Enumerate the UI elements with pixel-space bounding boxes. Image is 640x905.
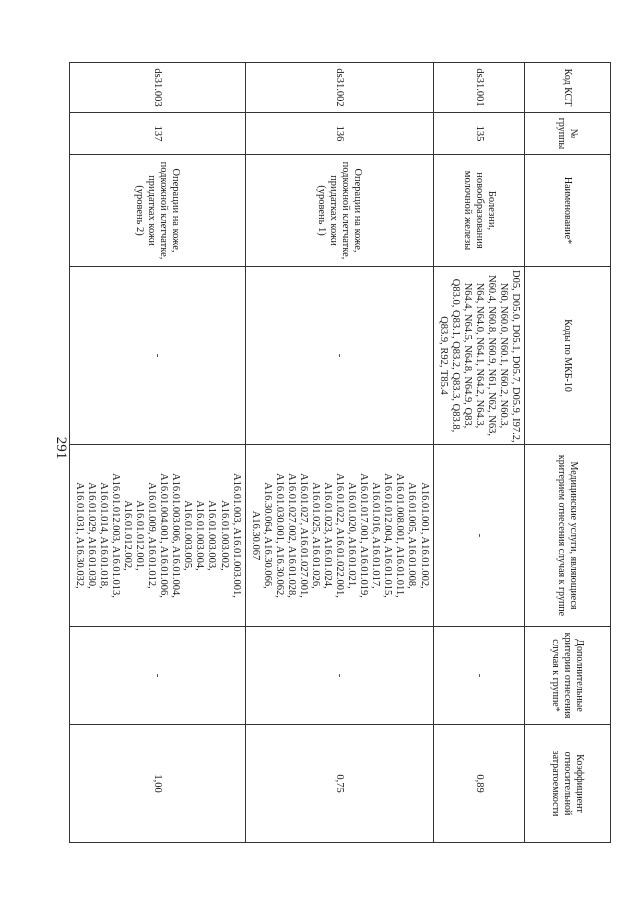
services-line: A16.01.003.006, A16.01.004, [170,473,182,598]
rotated-table-container [73,62,611,842]
services-line: A16.01.003.005, [182,500,194,571]
mkb-line: D05, D05.0, D05.1, D05.7, D05.9, I97.2, [510,270,521,443]
services-line: A16.01.029, A16.01.030, [85,482,97,589]
services-line: A16.01.027.002, A16.01.028, [285,473,297,598]
services-line: A16.01.014, A16.01.018, [97,482,109,589]
mkb-line: N64.4, N64.5, N64.8, N64.9, Q83, [461,282,473,429]
mkb-line: N64, N64.0, N64.1, N64.2, N64.3, [473,282,485,429]
cell-code: ds31.001 [433,63,524,113]
services-line: A16.01.003.003, [206,500,218,571]
page-number: 291 [53,436,69,460]
header-services: Медицинские услуги, являющиеся критерием отнесения случая к группе [525,445,611,627]
cell-coef: 0,75 [245,725,433,843]
cell-extra: - [433,627,524,725]
services-line: A16.01.003, A16.01.003.001, [230,473,242,598]
services-line: A16.30.067 [249,510,261,561]
services-line: A16.01.005, A16.01.008, [406,482,418,589]
cell-services [69,445,245,627]
services-line: A16.01.009, A16.01.012, [146,482,158,589]
cell-coef: 1,00 [69,725,245,843]
services-line: A16.01.003.004, [194,500,206,571]
services-line: A16.01.017.001, A16.01.019, [358,473,370,598]
table-row [433,63,524,843]
mkb-line: Q83.9, R92, T85.4 [437,316,449,395]
services-line: A16.01.025, A16.01.026, [310,482,321,589]
services-line: A16.01.020, A16.01.021, [346,482,358,589]
services-line: A16.01.012.004, A16.01.015, [382,473,394,598]
services-line: - [473,533,485,538]
cell-code: ds31.003 [69,63,245,113]
cell-code: ds31.002 [245,63,433,113]
services-line: A16.01.008.001, A16.01.011, [394,473,406,598]
services-line: A16.01.016, A16.01.017, [370,482,382,589]
cell-coef: 0,89 [433,725,524,843]
header-row [525,63,611,843]
rotated-table-frame [73,62,611,842]
header-extra: Дополнительные критерии отнесения случая к группе* [525,627,611,725]
services-line: A16.01.003.002, [218,500,230,571]
cell-group: 136 [245,113,433,155]
mkb-line: Q83.0, Q83.1, Q83.2, Q83.3, Q83.8, [449,278,461,433]
cell-name: Болезни, новообразования молочной железы [433,155,524,267]
services-line: A16.01.012.003, A16.01.013, [110,473,121,598]
header-name: Наименование* [525,155,611,267]
services-line: A16.30.064, A16.30.066, [261,482,273,589]
cell-extra: - [69,627,245,725]
cell-name: Операции на коже, подкожной клетчатке, придатках кожи (уровень 2) [69,155,245,267]
mkb-line: N60.4, N60.8, N60.9, N61, N62, N63, [485,275,497,436]
services-line: A16.01.004.001, A16.01.006, [158,473,170,598]
cell-services [433,445,524,627]
mkb-line: - [334,353,346,358]
cell-extra: - [245,627,433,725]
services-line: A16.01.012.002, [122,500,134,571]
mkb-line: - [152,353,164,358]
cell-group: 137 [69,113,245,155]
cell-group: 135 [433,113,524,155]
header-mkb: Коды по МКБ-10 [525,267,611,445]
services-line: A16.01.030.001, A16.30.062, [273,473,285,598]
services-line: A16.01.027, A16.01.027.001, [297,473,309,598]
table-row [69,63,245,843]
header-coef: Коэффициент относительной затратоемкости [525,725,611,843]
header-group: № группы [525,113,611,155]
kst-table [69,62,611,843]
services-line: A16.01.001, A16.01.002, [418,482,430,589]
cell-mkb [245,267,433,445]
table-row [245,63,433,843]
mkb-line: N60, N60.0, N60.1, N60.2, N60.3, [497,282,509,429]
services-line: A16.01.012.001, [134,500,146,571]
services-line: A16.01.022, A16.01.022.001, [334,473,346,598]
cell-services [245,445,433,627]
header-code: Код КСТ [525,63,611,113]
services-line: A16.01.031, A16.30.032, [73,482,85,589]
cell-mkb [433,267,524,445]
cell-name: Операции на коже, подкожной клетчатке, придатках кожи (уровень 1) [245,155,433,267]
cell-mkb [69,267,245,445]
services-line: A16.01.023, A16.01.024, [322,482,334,589]
